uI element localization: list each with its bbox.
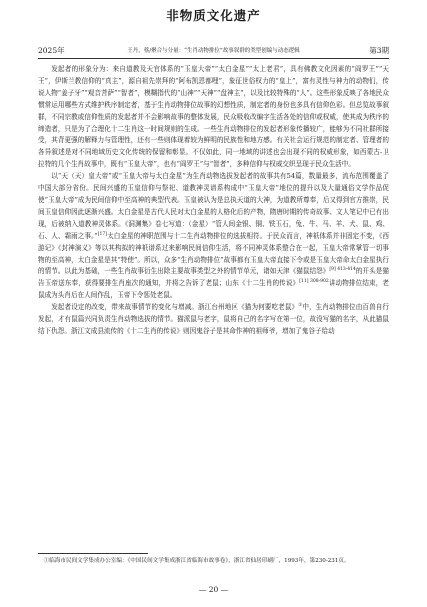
- citation-mark: [17]: [97, 231, 108, 237]
- paragraph-text: 讲动物排位结束，老鼠成为头肖后在人间作乱，玉帝下令惩处老鼠。: [38, 279, 390, 300]
- article-body: [38, 64, 389, 338]
- footnote: [38, 556, 389, 566]
- paragraph: [38, 302, 389, 338]
- paragraph-text: 发起者的形象分为：来自道教及天官体系的“玉皇大帝”“太白金星”“太上老君”，具有佛教文化因素的“阎罗王”“天王”，伊斯兰教信仰的“真主”，源自祖先崇拜的“阿布凯恩都哩”，象征世俗权力的“皇上”，富有灵性与神力的动物们，传说人物“姜子牙”“观音菩萨”“智者”，模糊指代的“山神”“天神”“盘神主”，以及比较特殊的“人”。这些形象反映了各地民众惯常运用哪些方式维护秩序制定者，基于生肖动物排位故事的幻想性质，制定者的身份也多具有信仰色彩。但总览故事叙群，不同宗教或信仰性质的发起者并不会影响故事的整体发展，民众吸收改编字生活各处的信仰或权威，使其成为秩序的缔造者，只是为了合理化十二生肖这一时间规则的生成。一些生肖动物排位的发起者形象传播较广，能够为不同社群所接受，其背更强的解释力与管理性，还有一些则体现着较为鲜明的民族性和地方感。有关社会运行规范的制定者、管理者的各异叙述是对不同地域历史文化传统的保留和彰显。不仅如此，同一地域的讲述也会出现不同的权威形象，如西蒙古-卫拉特的几个生肖故事中，既有“玉皇大帝”，也有“阎罗王”与“智者”，多种信仰与权威交织呈现于民众生活中。: [38, 65, 389, 169]
- footnote-text: 临海市民间文学集成办公室编：《中国民间文学集成浙江省临海市故事卷》，浙江省仙居印刷厂，1993年，第230-231页。: [49, 558, 350, 564]
- footnote-marker: ①: [43, 558, 50, 564]
- citation-mark: [9] 413-414: [329, 267, 356, 273]
- header-running-title: 王丹，蔡/聚合与分量：“生肖动物排位”故事叙群的类型创编与动态逻辑: [127, 48, 300, 54]
- paragraph-text: 中，生肖动物排位由百兽自行发起，才有鼠篇兴同负责生肖动物选拔的情节。猫派鼠与老字，鼠将自己的名字写在第一位，故没写猫的名字，从此猫鼠结下仇怨。浙江文成县流传的《十二生肖的传说》则因鬼谷子是其命作神的祖师爷，增加了鬼谷子给动: [38, 303, 390, 335]
- header-rule: [38, 58, 389, 59]
- paragraph-text: 太白金星的神职范围与十二生肖动物排位的选拔相符。于民众而言，神祇体系并非固定不变，《西游记》《封神演义》等以其构拟的神祇谱系过来影响民间信仰生活，将不同神灵体系整合在一起，玉皇大帝常掌管一切事物的至高神，太白金星是其“特使”。所以，众多“生肖动物排位”故事都有玉皇大帝直接下令或是玉皇大帝命太白金星执行的情节。以此为基础，一些生肖故事衍生出除主要故事类型之外的情节单元，诸如天津《猫鼠结怨》: [38, 231, 389, 276]
- footnote-mark: ①: [298, 302, 303, 308]
- header-issue: 第3期: [369, 46, 389, 55]
- footnote-rule: [38, 553, 148, 554]
- paragraph-text: 发起者设定的改变，带来故事情节的变化与增减。浙江台州地区《猫为何要吃老鼠》: [51, 303, 299, 312]
- paragraph: [38, 171, 389, 302]
- journal-title: 非物质文化遗产: [166, 8, 261, 23]
- citation-mark: [11] 308-902: [299, 279, 329, 285]
- paragraph-text: 以“天（天）皇大帝”或“玉皇大帝与太白金星”为生肖动物选拔发起者的故事共有54篇，数量最多，流布范围覆盖了中国大部分省份。民间兴盛的玉皇信仰与祭祀、道教神灵谱系构成中“玉皇大帝”地位的提升以及大量通俗文学作品促使“玉皇大帝”成为民间信仰中至高神的典型代表。玉皇被认为是总执天道的大神，为道教所尊奉，后又得到官方推崇，民间玉皇信仰因此逐渐兴盛。太白金星是古代人民对太白金星的人格化后的产物，隋唐时期的传奇故事、文人笔记中已有出现，后被纳入道教神灵体系。《洞渊集》卷七写道：（金星）“管人间金银、铜、铁玉石，兔、牛、马、羊、犬、鼠、鸡、石、人、霜雨之事。”: [38, 172, 389, 240]
- paragraph-text: 的开头是猫告玉帝送东奉，获得要排生肖座次的通知，并将之告诉了老鼠；山东《十二生肖的传说》: [38, 267, 389, 288]
- header-year: 2025年: [38, 46, 65, 55]
- paragraph: [38, 64, 389, 171]
- page-number: — 20 —: [198, 585, 229, 594]
- running-header: [38, 45, 389, 57]
